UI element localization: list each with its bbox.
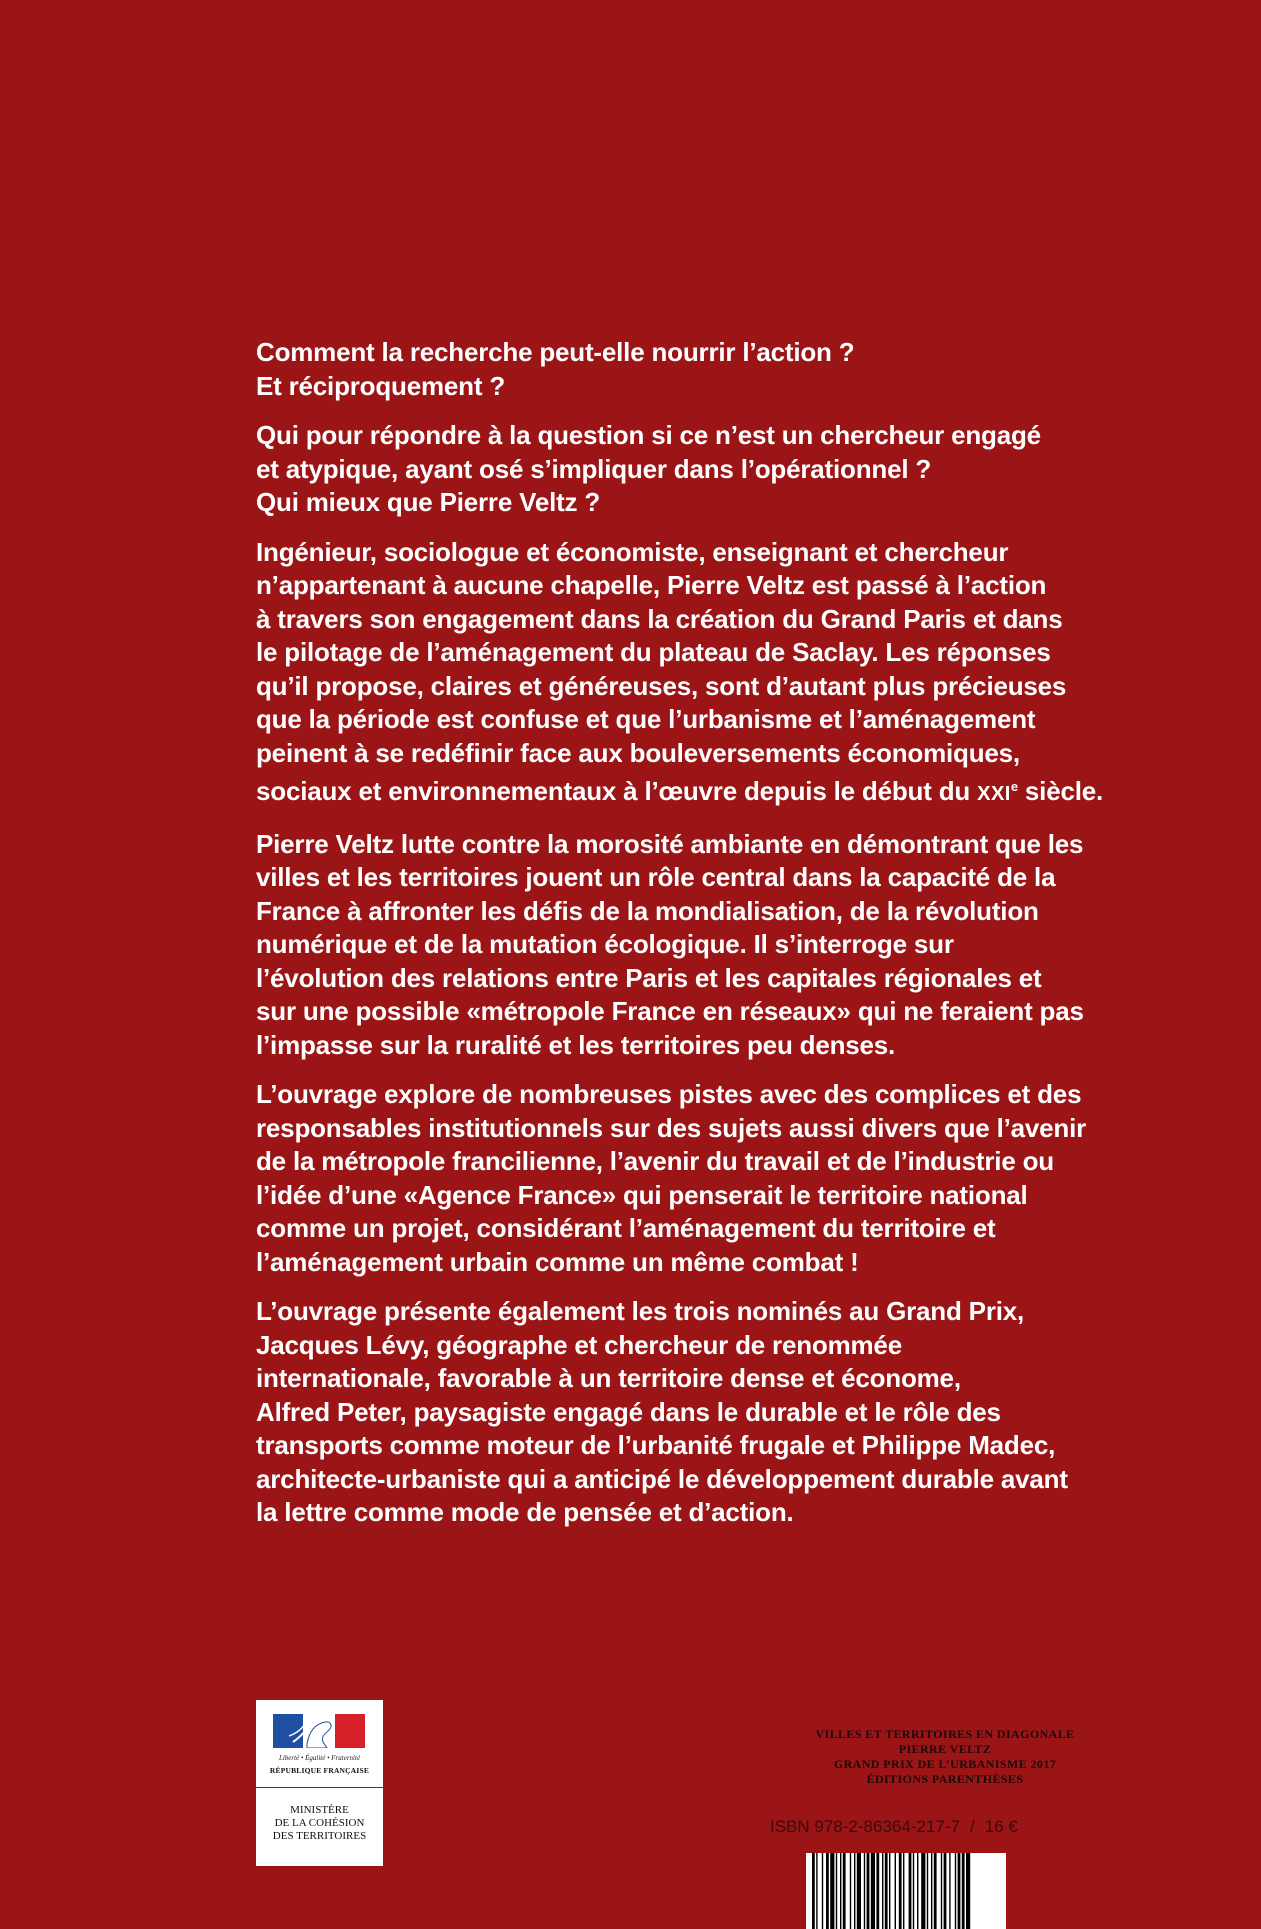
barcode-icon <box>806 1853 1006 1929</box>
text-line: l’évolution des relations entre Paris et les capitales régionales et <box>256 962 1042 993</box>
text-line: sur une possible «métropole France en réseaux» qui ne feraient pas <box>256 996 1084 1026</box>
paragraph-3 <box>256 536 1104 812</box>
barcode-bar <box>885 1853 888 1929</box>
text-line: internationale, favorable à un territoire dense et économe, <box>256 1363 961 1393</box>
text-line: numérique et de la mutation écologique. Il s’interroge sur <box>256 929 954 959</box>
barcode-bar <box>857 1853 861 1929</box>
barcode-bar <box>876 1853 879 1929</box>
superscript: e <box>1010 779 1018 794</box>
barcode-bar <box>822 1853 823 1929</box>
isbn: ISBN 978-2-86364-217-7 <box>770 1817 960 1836</box>
text-line: de la métropole francilienne, l’avenir du travail et de l’industrie ou <box>256 1146 1054 1176</box>
text-line: l’idée d’une «Agence France» qui penserait le territoire national <box>256 1179 1028 1210</box>
text-fragment: sociaux et environnementaux à l’œuvre depuis le début du <box>256 776 978 806</box>
separator: / <box>969 1817 975 1836</box>
isbn-price-row <box>770 1817 1042 1837</box>
text-line: villes et les territoires jouent un rôle central dans la capacité de la <box>256 862 1056 892</box>
text-line: Comment la recherche peut-elle nourrir l’action ? <box>256 337 855 367</box>
text-line: la lettre comme mode de pensée et d’action. <box>256 1497 794 1527</box>
barcode-bar <box>840 1853 841 1929</box>
price: 16 € <box>984 1817 1018 1836</box>
paragraph-1 <box>256 336 1076 403</box>
blurb-text <box>256 336 1104 1546</box>
marianne-flag-icon <box>273 1714 365 1748</box>
barcode-bar <box>921 1853 925 1929</box>
paragraph-6 <box>256 1295 1076 1530</box>
barcode-bar <box>867 1853 870 1929</box>
text-line: Alfred Peter, paysagiste engagé dans le durable et le rôle des <box>256 1396 1001 1427</box>
text-line: Et réciproquement ? <box>256 370 506 401</box>
barcode-bar <box>927 1853 928 1929</box>
barcode-bar <box>864 1853 865 1929</box>
barcode-bar <box>955 1853 956 1929</box>
ministry-line: MINISTÈRE <box>290 1804 349 1816</box>
barcode-bar <box>949 1853 950 1929</box>
republic-name: RÉPUBLIQUE FRANÇAISE <box>269 1766 370 1775</box>
barcode-bar <box>826 1853 829 1929</box>
paragraph-4 <box>256 828 1084 1063</box>
text-line: Pierre Veltz lutte contre la morosité ambiante en démontrant que les <box>256 828 1084 859</box>
prize-name: GRAND PRIX DE L’URBANISME 2017 <box>833 1757 1057 1771</box>
barcode-bar <box>941 1853 942 1929</box>
ministry-name <box>256 1804 383 1843</box>
book-credits <box>760 1727 1130 1787</box>
text-line: Qui pour répondre à la question si ce n’est un chercheur engagé <box>256 420 1041 450</box>
text-line: l’impasse sur la ruralité et les territoires peu denses. <box>256 1029 896 1060</box>
barcode-bar <box>850 1853 851 1929</box>
barcode-bar <box>903 1853 904 1929</box>
series-title: VILLES ET TERRITOIRES EN DIAGONALE <box>815 1727 1075 1741</box>
text-line: Jacques Lévy, géographe et chercheur de renommée <box>256 1329 902 1360</box>
text-line: transports comme moteur de l’urbanité frugale et Philippe Madec, <box>256 1430 1056 1460</box>
barcode-bar <box>882 1853 883 1929</box>
paragraph-5 <box>256 1078 1087 1279</box>
text-line: comme un projet, considérant l’aménagement du territoire et <box>256 1213 996 1243</box>
text-line: France à affronter les défis de la mondialisation, de la révolution <box>256 895 1039 926</box>
paragraph-2 <box>256 419 1076 520</box>
text-line: L’ouvrage présente également les trois nominés au Grand Prix, <box>256 1296 1025 1326</box>
text-line: et atypique, ayant osé s’impliquer dans l’opérationnel ? <box>256 453 932 484</box>
barcode-bar <box>830 1853 834 1929</box>
text-line: Qui mieux que Pierre Veltz ? <box>256 487 601 517</box>
text-line: architecte-urbaniste qui a anticipé le développement durable avant <box>256 1463 1068 1494</box>
barcode-bar <box>854 1853 855 1929</box>
text-line: peinent à se redéfinir face aux bouleversements économiques, <box>256 737 1020 768</box>
text-fragment: siècle. <box>1017 776 1104 806</box>
barcode-bar <box>816 1853 817 1929</box>
text-line: l’aménagement urbain comme un même combat ! <box>256 1246 859 1277</box>
century-numeral: XXI <box>977 783 1011 805</box>
barcode-bar <box>871 1853 875 1929</box>
barcode-bar <box>899 1853 902 1929</box>
barcode-bar <box>836 1853 837 1929</box>
ministry-line: DES TERRITOIRES <box>272 1830 367 1842</box>
republic-motto: Liberté • Égalité • Fraternité <box>278 1754 361 1762</box>
ministry-line: DE LA COHÉSION <box>274 1817 365 1829</box>
barcode-bar <box>931 1853 932 1929</box>
barcode-bar <box>909 1853 912 1929</box>
text-line: Ingénieur, sociologue et économiste, enseignant et chercheur <box>256 536 1009 567</box>
barcode-bar <box>917 1853 918 1929</box>
barcode-bar <box>843 1853 846 1929</box>
text-line: responsables institutionnels sur des sujets aussi divers que l’avenir <box>256 1112 1087 1143</box>
text-line: L’ouvrage explore de nombreuses pistes avec des complices et des <box>256 1079 1082 1109</box>
barcode-bar <box>962 1853 965 1929</box>
author-name: PIERRE VELTZ <box>898 1742 992 1756</box>
text-line: n’appartenant à aucune chapelle, Pierre Veltz est passé à l’action <box>256 570 1047 600</box>
barcode-bar <box>958 1853 961 1929</box>
text-line: qu’il propose, claires et généreuses, sont d’autant plus précieuses <box>256 670 1067 701</box>
text-line <box>256 770 1104 812</box>
republic-logo-block <box>256 1700 383 1788</box>
text-line: que la période est confuse et que l’urbanisme et l’aménagement <box>256 704 1036 734</box>
text-line: à travers son engagement dans la création du Grand Paris et dans <box>256 603 1063 634</box>
barcode-bar <box>944 1853 947 1929</box>
barcode-bars <box>806 1853 1006 1929</box>
barcode-bar <box>889 1853 890 1929</box>
barcode-bar <box>966 1853 970 1929</box>
ministry-logo <box>256 1700 383 1866</box>
text-line: le pilotage de l’aménagement du plateau de Saclay. Les réponses <box>256 637 1051 667</box>
barcode-bar <box>812 1853 815 1929</box>
barcode-bar <box>934 1853 937 1929</box>
publisher-name: ÉDITIONS PARENTHÈSES <box>866 1772 1024 1786</box>
barcode-bar <box>913 1853 914 1929</box>
barcode-bar <box>895 1853 896 1929</box>
